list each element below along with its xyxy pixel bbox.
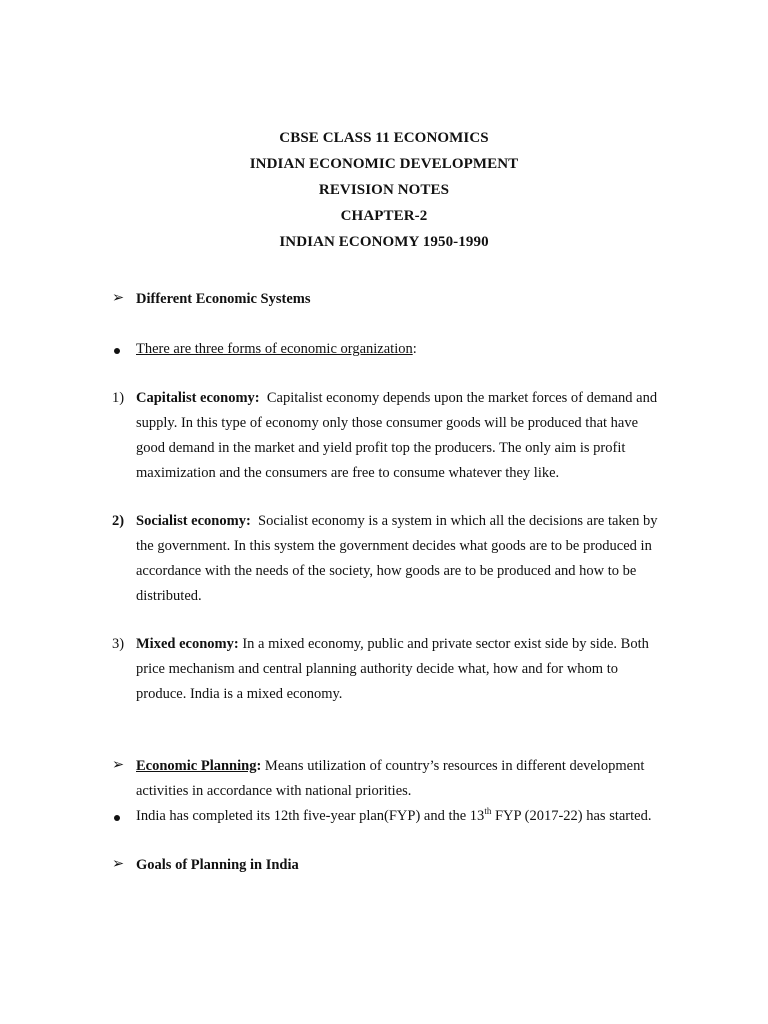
planning-line-2: activities in accordance with national priorities. [136,783,412,799]
item-2-line-3: accordance with the needs of the society, how goods are to be produced and how to be [136,563,637,579]
planning-first-line: Economic Planning: Means utilization of country’s resources in different development [136,758,645,774]
doc-title-line-2: INDIAN ECONOMIC DEVELOPMENT [249,156,519,172]
bullet-dot-icon [114,348,120,354]
item-3-first-line: Mixed economy: In a mixed economy, public and private sector exist side by side. Both [136,636,649,652]
doc-title-line-5: INDIAN ECONOMY 1950-1990 [279,234,489,250]
planning-term: Economic Planning [136,758,257,774]
arrow-bullet-icon: ➢ [112,856,125,872]
item-1-term: Capitalist economy: [136,390,260,406]
item-1-line-3: good demand in the market and yield profit top the producers. The only aim is profit [136,440,626,456]
arrow-bullet-icon: ➢ [112,290,125,306]
item-number-3: 3) [112,636,125,652]
item-1-first-line: Capitalist economy: Capitalist economy depends upon the market forces of demand and [136,390,658,406]
doc-title-line-1: CBSE CLASS 11 ECONOMICS [279,130,489,146]
doc-title-line-3: REVISION NOTES [318,182,450,198]
section-heading-economic-systems: Different Economic Systems [136,291,311,307]
item-2-term: Socialist economy: [136,513,251,529]
item-3-line-2: price mechanism and central planning authority decide what, how and for whom to [136,661,618,677]
item-number-1: 1) [112,390,125,406]
item-2-line-4: distributed. [136,588,202,604]
section-heading-goals-of-planning: Goals of Planning in India [136,857,299,873]
item-1-line-4: maximization and the consumers are free to consume whatever they like. [136,465,560,481]
item-2-first-line: Socialist economy: Socialist economy is a system in which all the decisions are taken by [136,513,658,529]
intro-bullet-text: There are three forms of economic organization: [136,341,417,357]
arrow-bullet-icon: ➢ [112,757,125,773]
bullet-dot-icon [114,815,120,821]
item-number-2: 2) [112,513,125,529]
item-2-line-2: the government. In this system the government decides what goods are to be produced in [136,538,652,554]
doc-title-line-4: CHAPTER-2 [340,208,428,224]
item-3-line-3: produce. India is a mixed economy. [136,686,343,702]
item-3-term: Mixed economy: [136,636,239,652]
fyp-bullet-text: India has completed its 12th five-year plan(FYP) and the 13th FYP (2017-22) has started. [136,806,652,824]
item-1-line-2: supply. In this type of economy only those consumer goods will be produced that have [136,415,639,431]
